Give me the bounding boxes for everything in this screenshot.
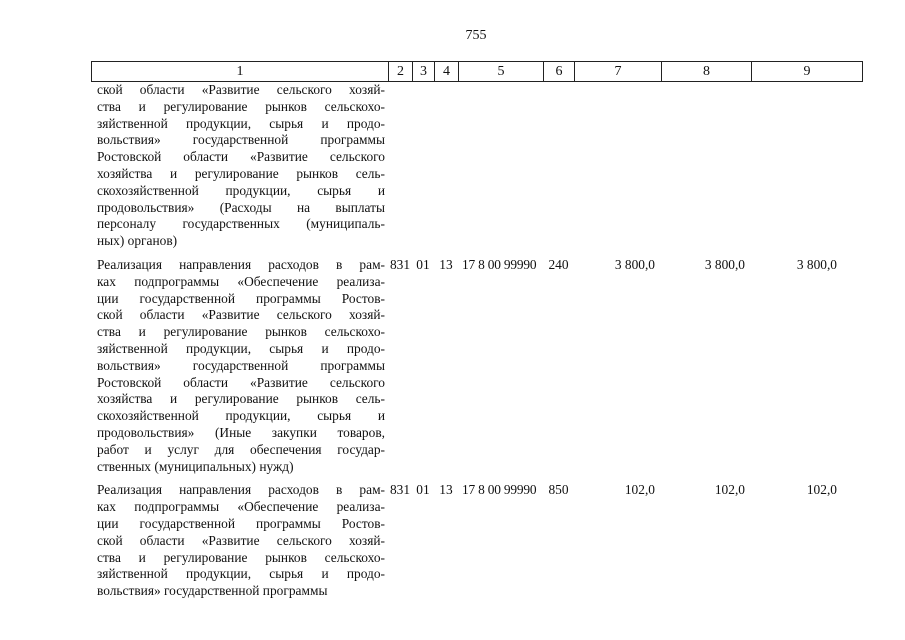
cell-section [412,82,434,250]
description-line: ской области «Развитие сельского хозяй- [97,307,385,323]
cell-amount-2: 3 800,0 [704,256,745,272]
header-cell-8: 8 [662,62,752,81]
cell-amount-2: 102,0 [714,482,745,498]
description-line: ках подпрограммы «Обеспечение реализа- [97,499,385,515]
table-row [91,482,863,600]
cell-target-article: 17 8 00 99990 [462,256,537,272]
cell-amount-2 [661,82,751,250]
cell-ministry: 831 [389,482,411,498]
cell-ministry: 831 [389,256,411,272]
description-line: Реализация направления расходов в рам- [97,482,385,498]
cell-section: 01 [416,256,430,272]
cell-description [91,82,388,250]
description-line: ных) органов) [97,233,178,249]
cell-description [91,257,388,475]
description-line: Реализация направления расходов в рам- [97,256,385,272]
description-line: персоналу государственных (муниципаль- [97,216,385,232]
cell-target-article [458,82,543,250]
cell-ministry [388,82,412,250]
description-line: ства и регулирование рынков сельскохо- [97,549,385,565]
cell-amount-3: 3 800,0 [796,256,837,272]
description-line: зяйственной продукции, сырья и продо- [97,115,385,131]
description-line: Ростовской области «Развитие сельского [97,374,385,390]
description-line: скохозяйственной продукции, сырья и [97,408,385,424]
cell-target-article: 17 8 00 99990 [462,482,537,498]
description-line: ках подпрограммы «Обеспечение реализа- [97,273,385,289]
header-cell-4: 4 [435,62,459,81]
description-line: ции государственной программы Ростов- [97,515,385,531]
cell-amount-1 [574,82,661,250]
cell-description [91,482,388,600]
cell-subsection: 13 [439,256,453,272]
header-cell-6: 6 [544,62,575,81]
description-line: продовольствия» (Расходы на выплаты [97,199,385,215]
description-line: Ростовской области «Развитие сельского [97,149,385,165]
description-line: вольствия» государственной программы [97,583,328,599]
cell-expense-type: 240 [548,256,569,272]
description-line: скохозяйственной продукции, сырья и [97,182,385,198]
description-line: ства и регулирование рынков сельскохо- [97,324,385,340]
cell-expense-type [543,82,574,250]
description-line: хозяйства и регулирование рынков сель- [97,391,385,407]
description-line: вольствия» государственной программы [97,357,385,373]
cell-subsection: 13 [439,482,453,498]
description-line: ской области «Развитие сельского хозяй- [97,532,385,548]
header-cell-9: 9 [803,64,811,79]
description-line: зяйственной продукции, сырья и продо- [97,340,385,356]
cell-amount-1: 102,0 [624,482,655,498]
cell-section: 01 [416,482,430,498]
table-row [91,257,863,475]
header-cell-5: 5 [459,62,544,81]
header-cell-7: 7 [575,62,662,81]
cell-amount-3: 102,0 [806,482,837,498]
header-cell-3: 3 [413,62,435,81]
cell-subsection [434,82,458,250]
header-cell-1: 1 [92,62,389,81]
cell-amount-1: 3 800,0 [614,256,655,272]
description-line: ской области «Развитие сельского хозяй- [97,82,385,97]
table-header [91,61,863,82]
description-line: ции государственной программы Ростов- [97,290,385,306]
description-line: продовольствия» (Иные закупки товаров, [97,424,385,440]
description-line: зяйственной продукции, сырья и продо- [97,566,385,582]
page-number: 755 [465,28,487,43]
description-line: вольствия» государственной программы [97,132,385,148]
cell-amount-3 [751,82,843,250]
table-body [91,82,863,600]
description-line: ственных (муниципальных) нужд) [97,458,294,474]
header-cell-2: 2 [389,62,413,81]
description-line: ства и регулирование рынков сельскохо- [97,98,385,114]
table-row [91,82,863,250]
description-line: хозяйства и регулирование рынков сель- [97,165,385,181]
cell-expense-type: 850 [548,482,569,498]
description-line: работ и услуг для обеспечения государ- [97,441,385,457]
